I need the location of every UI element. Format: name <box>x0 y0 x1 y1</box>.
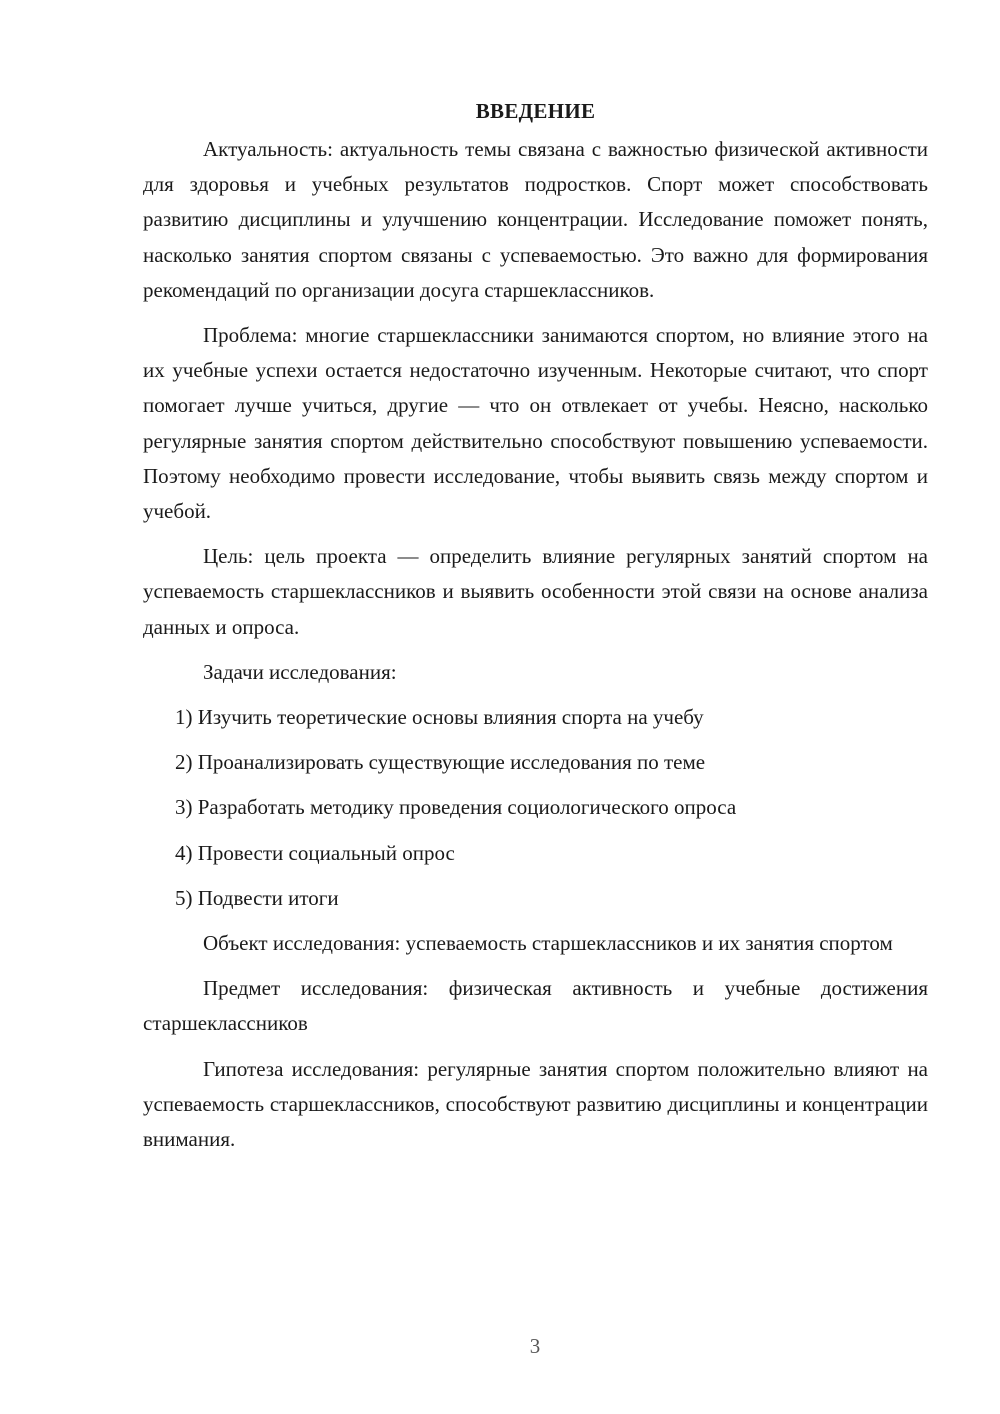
list-item: 5) Подвести итоги <box>175 885 339 910</box>
document-page <box>143 96 928 1167</box>
problem-paragraph: Проблема: многие старшеклассники занимаются спортом, но влияние этого на их учебные успехи остается недостаточно изученным. Некоторые считают, что спорт помогает лучше учиться, другие — что он отвлекает от учебы. Неясно, насколько регулярные занятия спортом действительно способствуют повышению успеваемости. Поэтому необходимо провести исследование, чтобы выявить связь между спортом и учебой. <box>143 323 928 524</box>
hypothesis-paragraph: Гипотеза исследования: регулярные занятия спортом положительно влияют на успеваемость старшеклассников, способствуют развитию дисциплины и концентрации внимания. <box>143 1056 928 1152</box>
page-title: ВВЕДЕНИЕ <box>475 99 596 123</box>
page-number: 3 <box>529 1334 541 1358</box>
relevance-paragraph: Актуальность: актуальность темы связана с важностью физической активности для здоровья и учебных результатов подростков. Спорт может способствовать развитию дисциплины и улучшению концентрации. Исследование поможет понять, насколько занятия спортом связаны с успеваемостью. Это важно для формирования рекомендаций по организации досуга старшеклассников. <box>143 137 928 302</box>
tasks-list <box>143 700 928 916</box>
tasks-title: Задачи исследования: <box>203 659 397 684</box>
object-paragraph: Объект исследования: успеваемость старшеклассников и их занятия спортом <box>203 931 893 956</box>
goal-paragraph: Цель: цель проекта — определить влияние регулярных занятий спортом на успеваемость старшеклассников и выявить особенности этой связи на основе анализа данных и опроса. <box>143 544 928 639</box>
list-item: 1) Изучить теоретические основы влияния спорта на учебу <box>175 705 704 730</box>
list-item: 3) Разработать методику проведения социологического опроса <box>175 795 737 820</box>
subject-paragraph: Предмет исследования: физическая активность и учебные достижения старшеклассников <box>143 976 928 1036</box>
list-item: 4) Провести социальный опрос <box>175 840 455 865</box>
list-item: 2) Проанализировать существующие исследования по теме <box>175 750 706 775</box>
